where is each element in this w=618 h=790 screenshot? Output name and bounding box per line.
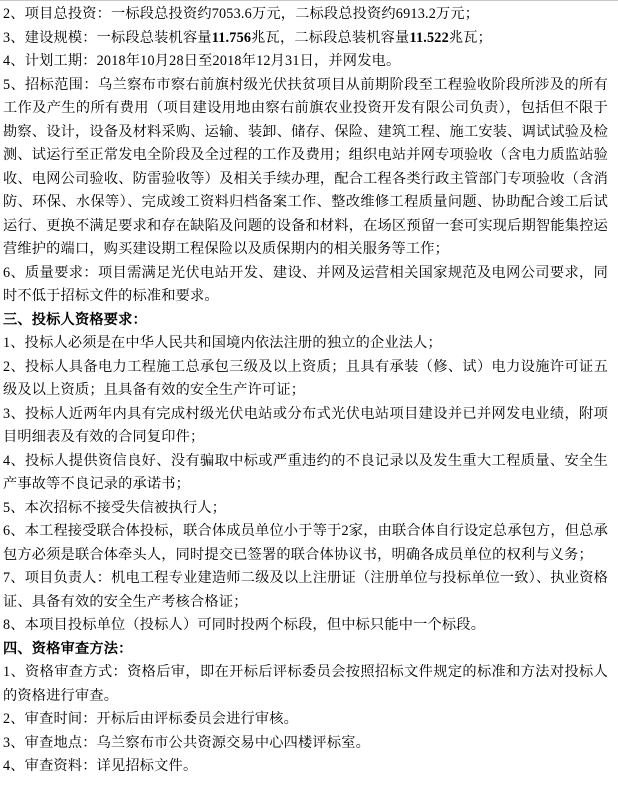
paragraph xyxy=(3,520,608,567)
text-segment: 兆瓦，二标段总装机容量 xyxy=(251,29,410,46)
paragraph xyxy=(3,3,608,27)
text-segment: 3、投标人近两年内具有完成村级光伏电站或分布式光伏电站项目建设并已并网发电业绩，附项目明细表及有效的合同复印件； xyxy=(3,405,608,445)
text-segment: 4、投标人提供资信良好、没有骗取中标或严重违约的不良记录以及发生重大工程质量、安全生产事故等不良记录的承诺书； xyxy=(3,452,608,492)
text-segment: 三、投标人资格要求： xyxy=(3,311,147,328)
paragraph xyxy=(3,755,608,779)
paragraph xyxy=(3,403,608,450)
text-segment: 6、本工程接受联合体投标，联合体成员单位小于等于2家，由联合体自行设定总承包方，但总承包方必须是联合体牵头人，同时提交已签署的联合体协议书，明确各成员单位的权利与义务； xyxy=(3,523,608,563)
paragraph xyxy=(3,497,608,521)
paragraph xyxy=(3,27,608,51)
text-segment: 6、质量要求：项目需满足光伏电站开发、建设、并网及运营相关国家规范及电网公司要求，同时不低于招标文件的标准和要求。 xyxy=(3,264,608,304)
text-segment: 四、资格审查方法： xyxy=(3,640,133,657)
text-segment: 4、计划工期：2018年10月28日至2018年12月31日，并网发电。 xyxy=(3,53,401,69)
text-segment: 3、建设规模：一标段总装机容量 xyxy=(3,29,212,46)
text-segment: 8、本项目投标单位（投标人）可同时投两个标段，但中标只能中一个标段。 xyxy=(3,617,486,633)
text-segment: 兆瓦； xyxy=(448,29,493,46)
bold-text-segment: 11.756 xyxy=(211,29,252,46)
text-segment: 5、招标范围：乌兰察布市察右前旗村级光伏扶贫项目从前期阶段至工程验收阶段所涉及的所有工作及产生的所有费用（项目建设用地由察右前旗农业投资开发有限公司负责），包括但不限于勘察、设计，设备及材料采购、运输、装卸、储存、保险、建筑工程、施工安装、调试试验及检测、试运行至正常发电全阶段及全过程的工作及费用；组织电站并网专项验收（含电力质监站验收、电网公司验收、防雷验收等）及相关手续办理，配合工程各类行政主管部门专项验收（含消防、环保、水保等）、完成竣工资料归档备案工作、整改维修工程质量问题、协助配合竣工后试运行、更换不满足要求和存在缺陷及问题的设备和材料，在场区预留一套可实现后期智能集控运营维护的端口，购买建设期工程保险以及质保期内的相关服务等工作； xyxy=(3,76,608,257)
paragraph xyxy=(3,50,608,74)
text-segment: 2、投标人具备电力工程施工总承包三级及以上资质；且具有承装（修、试）电力设施许可证五级及以上资质；且具备有效的安全生产许可证； xyxy=(3,358,608,398)
paragraph xyxy=(3,332,608,356)
text-segment: 1、投标人必须是在中华人民共和国境内依法注册的独立的企业法人； xyxy=(3,335,442,351)
text-segment: 2、项目总投资：一标段总投资约7053.6万元，二标段总投资约6913.2万元； xyxy=(3,6,480,22)
paragraph xyxy=(3,356,608,403)
bold-text-segment: 11.522 xyxy=(409,29,449,46)
document-body xyxy=(0,1,618,779)
paragraph xyxy=(3,262,608,309)
paragraph xyxy=(3,708,608,732)
text-segment: 4、审查资料：详见招标文件。 xyxy=(3,758,198,774)
section-heading xyxy=(3,638,608,662)
paragraph xyxy=(3,567,608,614)
text-segment: 1、资格审查方式：资格后审，即在开标后评标委员会按照招标文件规定的标准和方法对投标人的资格进行审查。 xyxy=(3,664,608,704)
section-heading xyxy=(3,309,608,333)
paragraph xyxy=(3,74,608,262)
text-segment: 5、本次招标不接受失信被执行人； xyxy=(3,499,227,516)
paragraph xyxy=(3,732,608,756)
text-segment: 3、审查地点：乌兰察布市公共资源交易中心四楼评标室。 xyxy=(3,734,370,751)
text-segment: 7、项目负责人：机电工程专业建造师二级及以上注册证（注册单位与投标单位一致）、执业资格证、具备有效的安全生产考核合格证； xyxy=(3,570,608,610)
paragraph xyxy=(3,614,608,638)
paragraph xyxy=(3,450,608,497)
text-segment: 2、审查时间：开标后由评标委员会进行审核。 xyxy=(3,711,299,727)
paragraph xyxy=(3,661,608,708)
